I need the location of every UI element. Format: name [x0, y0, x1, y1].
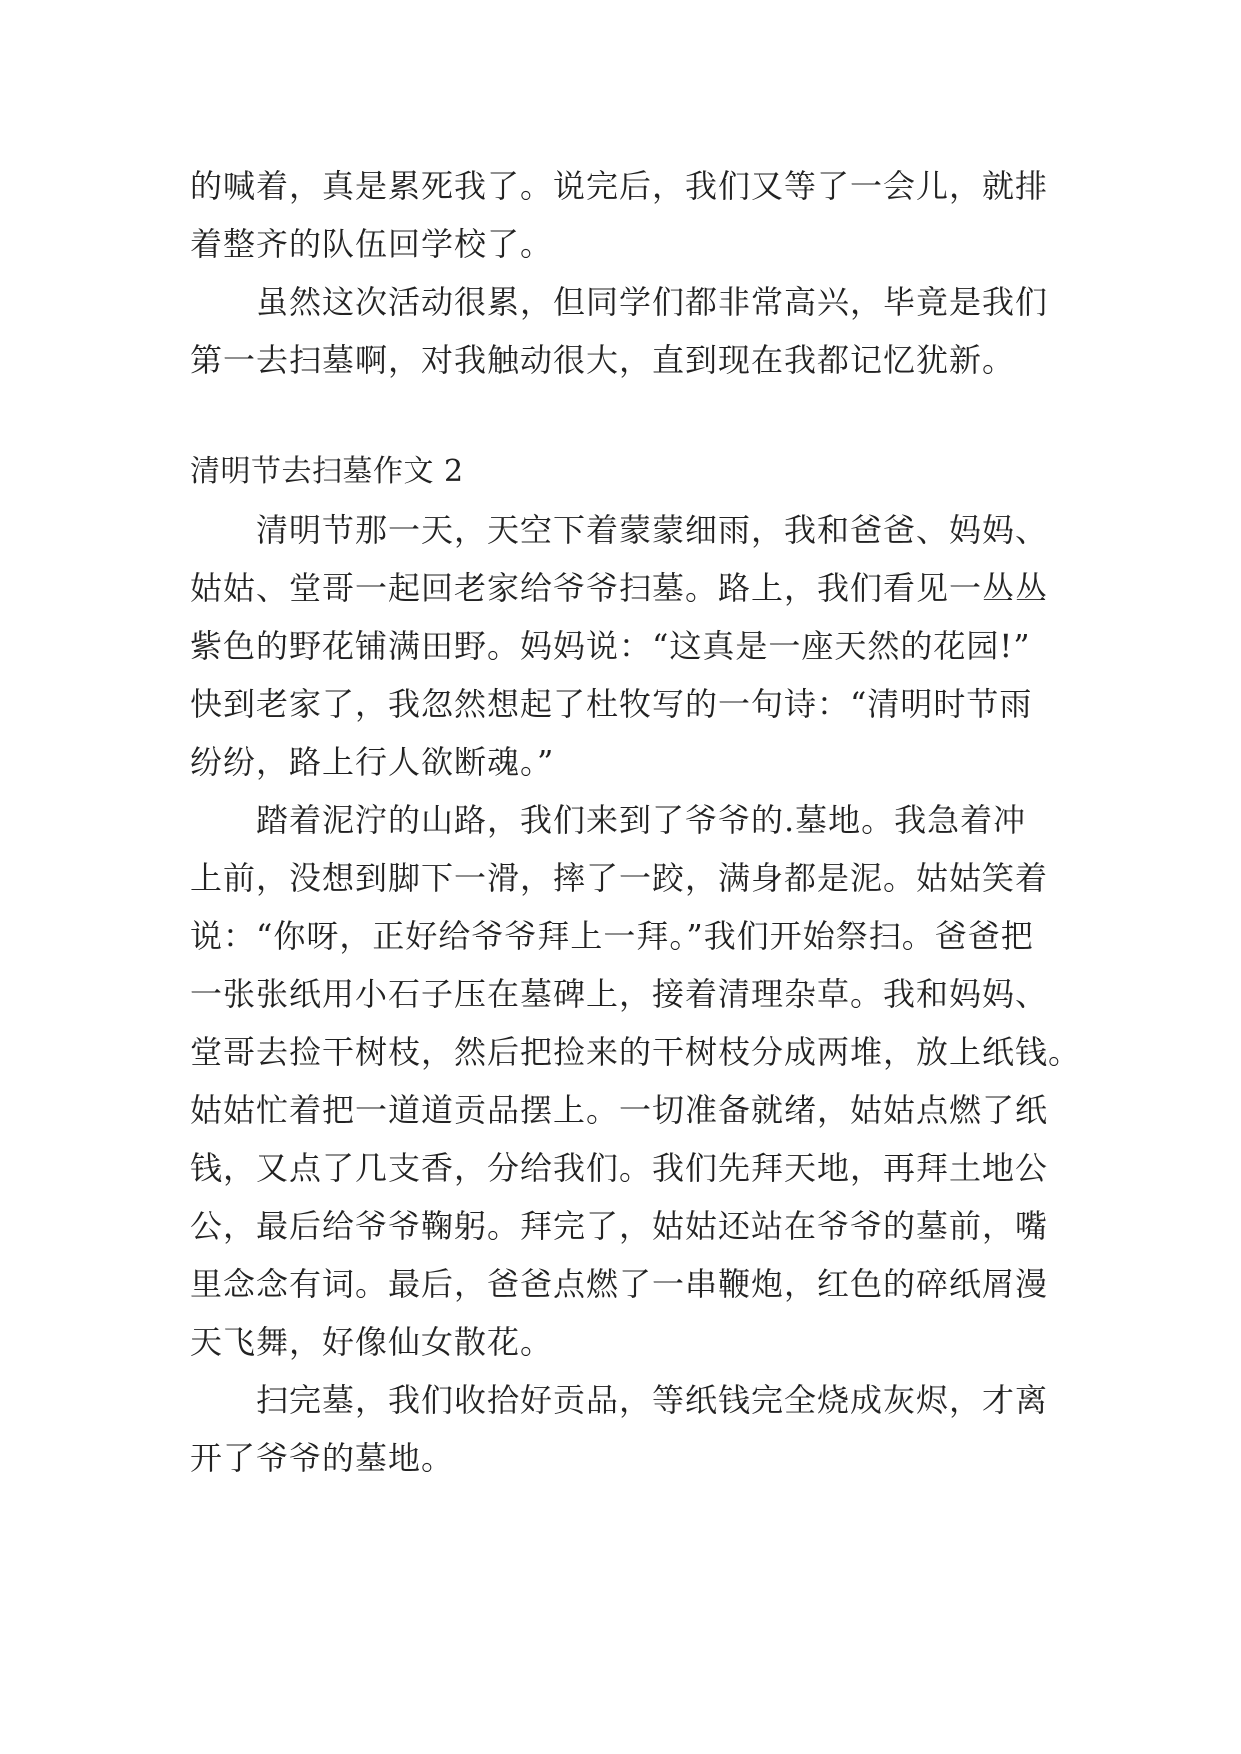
text-line: 开了爷爷的墓地。 [190, 1439, 455, 1477]
paragraph-first-line: 扫完墓，我们收拾好贡品，等纸钱完全烧成灰烬，才离 [256, 1381, 1049, 1419]
text-line: 着整齐的队伍回学校了。 [190, 225, 554, 263]
text-line: 紫色的野花铺满田野。妈妈说：“这真是一座天然的花园!” [190, 627, 1031, 665]
paragraph-first-line: 清明节那一天，天空下着蒙蒙细雨，我和爸爸、妈妈、 [256, 511, 1049, 549]
paragraph-first-line: 虽然这次活动很累，但同学们都非常高兴，毕竟是我们 [256, 283, 1049, 321]
text-line: 快到老家了，我忽然想起了杜牧写的一句诗：“清明时节雨 [190, 685, 1033, 723]
text-line: 公，最后给爷爷鞠躬。拜完了，姑姑还站在爷爷的墓前，嘴 [190, 1207, 1049, 1245]
section-heading: 清明节去扫墓作文 2 [190, 454, 464, 489]
text-line: 一张张纸用小石子压在墓碑上，接着清理杂草。我和妈妈、 [190, 975, 1049, 1013]
text-line: 钱，又点了几支香，分给我们。我们先拜天地，再拜土地公 [190, 1149, 1049, 1187]
text-line: 纷纷，路上行人欲断魂。” [190, 743, 555, 781]
text-line: 堂哥去捡干树枝，然后把捡来的干树枝分成两堆，放上纸钱。 [190, 1033, 1082, 1071]
text-line: 的喊着，真是累死我了。说完后，我们又等了一会儿，就排 [190, 167, 1049, 205]
text-line: 里念念有词。最后，爸爸点燃了一串鞭炮，红色的碎纸屑漫 [190, 1265, 1049, 1303]
paragraph-first-line: 踏着泥泞的山路，我们来到了爷爷的.墓地。我急着冲 [256, 801, 1027, 839]
text-line: 天飞舞，好像仙女散花。 [190, 1323, 554, 1361]
text-line: 说：“你呀，正好给爷爷拜上一拜。”我们开始祭扫。爸爸把 [190, 917, 1034, 955]
text-line: 姑姑、堂哥一起回老家给爷爷扫墓。路上，我们看见一丛丛 [190, 569, 1049, 607]
text-line: 上前，没想到脚下一滑，摔了一跤，满身都是泥。姑姑笑着 [190, 859, 1049, 897]
text-line: 第一去扫墓啊，对我触动很大，直到现在我都记忆犹新。 [190, 341, 1016, 379]
text-line: 姑姑忙着把一道道贡品摆上。一切准备就绪，姑姑点燃了纸 [190, 1091, 1049, 1129]
